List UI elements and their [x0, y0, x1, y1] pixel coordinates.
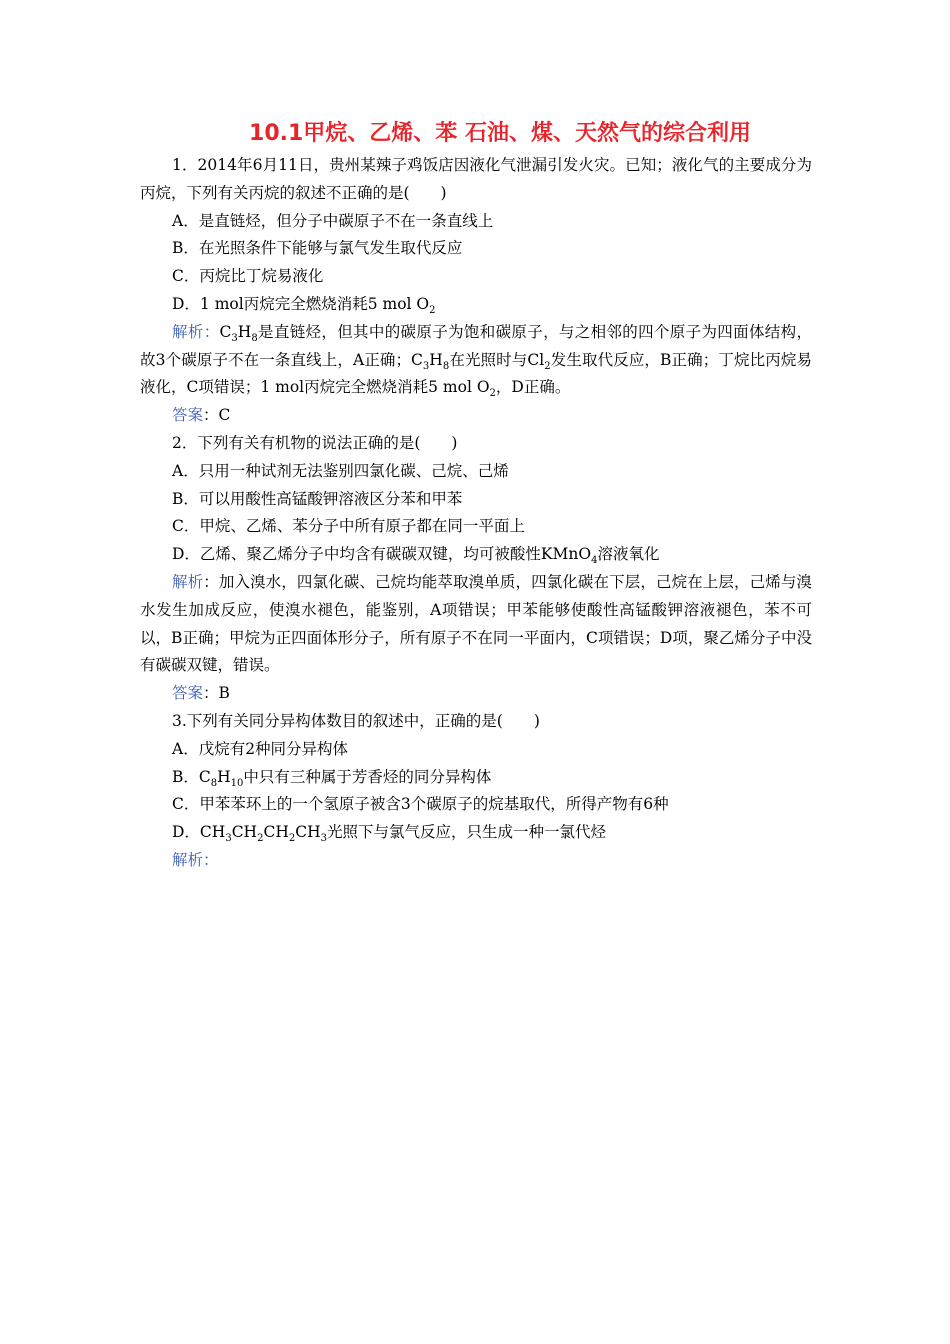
question-1-option-d: D．1 mol丙烷完全燃烧消耗5 mol $O_2$: [172, 294, 436, 317]
analysis-label: 解析: [172, 572, 204, 591]
question-3-option-c: C．甲苯苯环上的一个氢原子被含3个碳原子的烷基取代，所得产物有6种: [172, 795, 669, 814]
question-3-option-a: A．戊烷有2种同分异构体: [172, 739, 349, 758]
question-2-option-d: D．乙烯、聚乙烯分子中均含有碳碳双键，均可被酸性KMnO$_4$溶液氧化: [172, 545, 660, 567]
question-1-answer: 答案：C: [172, 406, 231, 425]
question-1-stem: 1．2014年6月11日，贵州某辣子鸡饭店因液化气泄漏引发火灾。已知；液化气的主要成分为丙烷，下列有关丙烷的叙述不正确的是( ): [140, 156, 812, 202]
question-3-option-b: B．$C_8H_{10}$中只有三种属于芳香烃的同分异构体: [172, 767, 492, 789]
question-3-stem: 3.下列有关同分异构体数目的叙述中，正确的是( ): [172, 711, 540, 730]
question-3-option-d: D．$CH_3CH_2CH_2CH_3$光照下与氯气反应，只生成一种一氯代烃: [172, 823, 606, 845]
question-2-stem: 2．下列有关有机物的说法正确的是( ): [172, 433, 458, 452]
question-2-option-b: B．可以用酸性高锰酸钾溶液区分苯和甲苯: [172, 489, 463, 508]
question-1-option-c: C．丙烷比丁烷易液化: [172, 267, 324, 286]
question-1-option-b: B．在光照条件下能够与氯气发生取代反应: [172, 239, 463, 258]
question-2-option-c: C．甲烷、乙烯、苯分子中所有原子都在同一平面上: [172, 517, 525, 536]
question-1-option-a: A．是直链烃，但分子中碳原子不在一条直线上: [172, 211, 494, 230]
answer-label: 答案: [172, 406, 204, 425]
page-title: 10.1甲烷、乙烯、苯 石油、煤、天然气的综合利用: [249, 121, 751, 146]
question-3-analysis: 解析：: [172, 850, 219, 869]
question-1-analysis: 解析：$C_3H_8$是直链烃，但其中的碳原子为饱和碳原子，与之相邻的四个原子为四面体结构，故3个碳原子不在一条直线上，A正确；$C_3H_8$在光照时与$Cl_2$发生取代反应，B正确；丁烷比丙烷易液化，C项错误；1 mol丙烷完全燃烧消耗5 mol $O_2$，D正确。: [140, 322, 812, 400]
analysis-label: 解析: [172, 850, 204, 869]
question-2-option-a: A．只用一种试剂无法鉴别四氯化碳、己烷、己烯: [172, 461, 509, 480]
question-2-analysis: 解析：加入溴水，四氯化碳、己烷均能萃取溴单质，四氯化碳在下层，己烷在上层，己烯与溴水发生加成反应，使溴水褪色，能鉴别，A项错误；甲苯能够使酸性高锰酸钾溶液褪色，苯不可以，B正确；甲烷为正四面体形分子，所有原子不在同一平面内，C项错误；D项，聚乙烯分子中没有碳碳双键，错误。: [140, 572, 812, 675]
analysis-label: 解析: [172, 322, 204, 341]
document-body: [140, 152, 812, 875]
question-2-answer: 答案：B: [172, 684, 230, 703]
answer-label: 答案: [172, 684, 204, 703]
